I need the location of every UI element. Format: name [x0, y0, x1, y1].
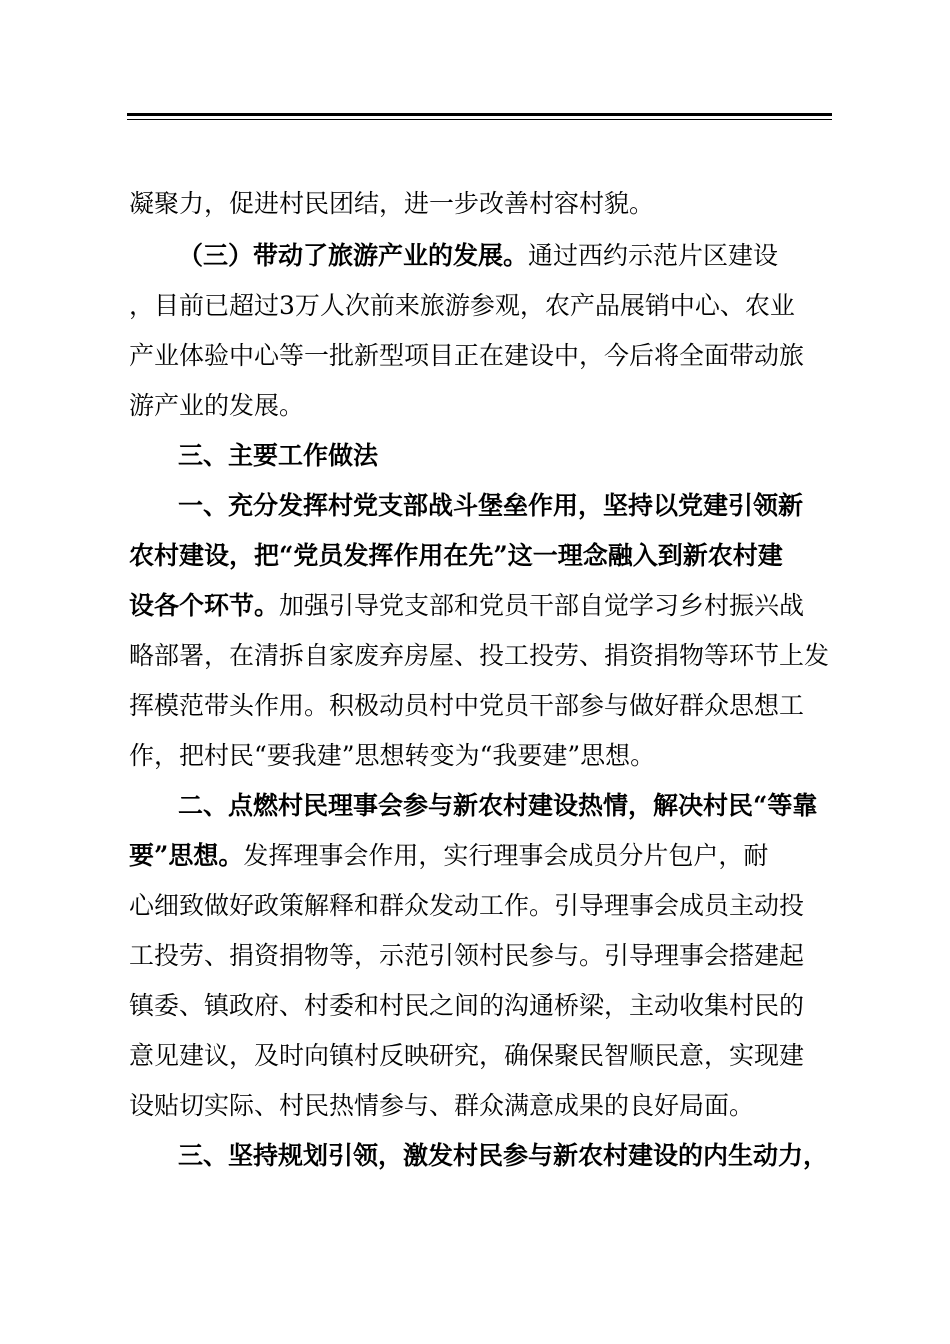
seg: 略部署，在清拆自家废弃房屋、投工投劳、捐资捐物等环节上发	[129, 641, 830, 670]
seg: 一、充分发挥村党支部战斗堡垒作用，坚持以党建引领新	[178, 491, 804, 520]
seg: 作，把村民“要我建”思想转变为“我要建”思想。	[129, 741, 656, 770]
text-run: 三、主要工作做法	[178, 441, 379, 470]
seg: 游产业的发展。	[129, 391, 305, 420]
paragraph-line	[129, 690, 804, 722]
paragraph-6	[178, 1140, 828, 1172]
seg: 挥模范带头作用。积极动员村中党员干部参与做好群众思想工	[129, 691, 805, 720]
bold-heading-run: （三）带动了旅游产业的发展。	[178, 241, 529, 270]
paragraph-line	[129, 840, 768, 872]
seg: 工投劳、捐资捐物等，示范引领村民参与。引导理事会搭建起	[129, 941, 805, 970]
paragraph-line	[129, 990, 804, 1022]
seg: 要”思想。	[129, 841, 244, 870]
paragraph-line	[129, 1040, 804, 1072]
paragraph-line	[129, 1090, 754, 1122]
seg: 设贴切实际、村民热情参与、群众满意成果的良好局面。	[129, 1091, 755, 1120]
seg: 设各个环节。	[129, 591, 280, 620]
paragraph-line	[129, 890, 804, 922]
paragraph-line	[129, 290, 795, 322]
section-heading	[178, 440, 378, 472]
seg: 产业体验中心等一批新型项目正在建设中，今后将全面带动旅	[129, 341, 805, 370]
seg: ，目前已超过3万人次前来旅游参观，农产品展销中心、农业	[129, 291, 795, 320]
paragraph-line	[129, 340, 804, 372]
seg: 通过西约示范片区建设	[528, 241, 779, 270]
seg: 农村建设，把“党员发挥作用在先”这一理念融入到新农村建	[129, 541, 783, 570]
paragraph-line	[178, 790, 817, 822]
paragraph-line	[178, 240, 778, 272]
text-run: 三、坚持规划引领，激发村民参与新农村建设的内生动力，	[178, 1141, 829, 1170]
paragraph-line	[129, 740, 655, 772]
seg: 心细致做好政策解释和群众发动工作。引导理事会成员主动投	[129, 891, 805, 920]
paragraph-1	[129, 188, 654, 220]
seg: 发挥理事会作用，实行理事会成员分片包户，耐	[243, 841, 769, 870]
seg: 镇委、镇政府、村委和村民之间的沟通桥梁，主动收集村民的	[129, 991, 805, 1020]
paragraph-line	[129, 640, 829, 672]
seg: 意见建议，及时向镇村反映研究，确保聚民智顺民意，实现建	[129, 1041, 805, 1070]
paragraph-line	[129, 390, 304, 422]
text-run: 凝聚力，促进村民团结，进一步改善村容村貌。	[129, 189, 655, 218]
paragraph-line	[129, 590, 804, 622]
seg: 二、点燃村民理事会参与新农村建设热情，解决村民“等靠	[178, 791, 818, 820]
seg: 加强引导党支部和党员干部自觉学习乡村振兴战	[279, 591, 805, 620]
paragraph-line	[129, 940, 804, 972]
header-rule-thick	[127, 113, 832, 116]
paragraph-line	[129, 540, 783, 572]
paragraph-line	[178, 490, 803, 522]
header-rule-thin	[127, 119, 832, 120]
